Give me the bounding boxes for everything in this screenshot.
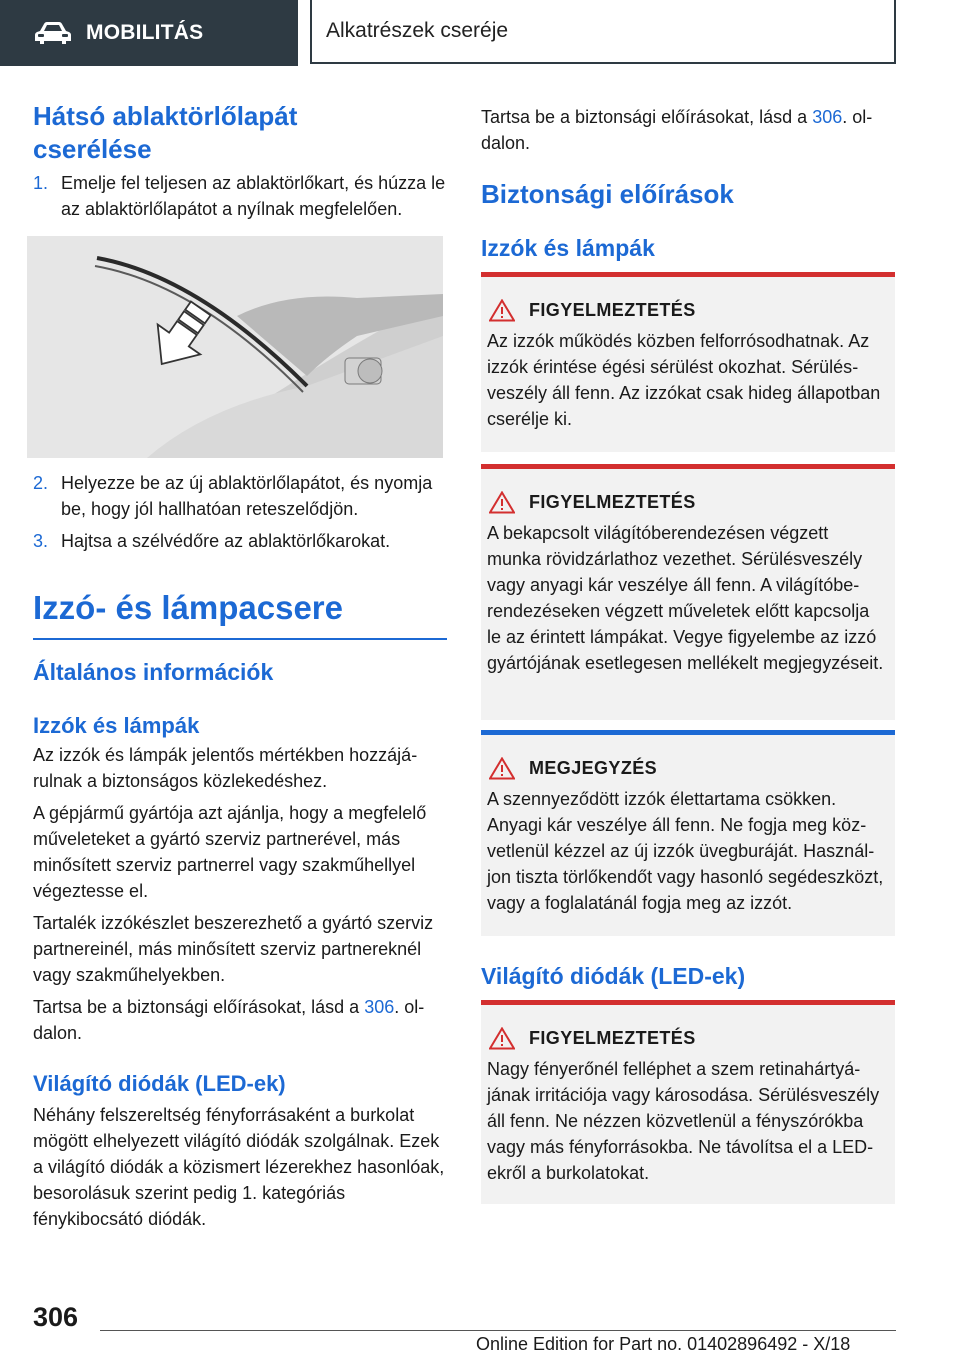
warning-triangle-icon bbox=[489, 1027, 515, 1050]
page-number: 306 bbox=[33, 1302, 79, 1332]
bulb-change-heading: Izzó- és lámpacsere bbox=[33, 589, 343, 626]
wiper-illustration bbox=[27, 236, 443, 458]
chapter-tab bbox=[310, 0, 896, 64]
wiper-steps-a bbox=[33, 170, 447, 222]
page-link[interactable]: 306 bbox=[812, 107, 843, 127]
led-paragraph: Néhány felszereltség fényforrásaként a burkolat mögött elhelyezett világító diódák szolgálnak. Ezek a világító diódák a közismert lézerekhez hasonlóak, besorolásuk szerint pedig 1. kategóriás fénykibocsátó diódák. bbox=[33, 1105, 445, 1229]
warning-title: FIGYELMEZTETÉS bbox=[529, 300, 696, 320]
edition-text: Online Edition for Part no. 01402896492 - X/18 bbox=[476, 1334, 851, 1354]
warning-text: A bekapcsolt világítóberendezésen végzett munka rövidzárlathoz vezethet. Sérülésveszély vagy anyagi kár veszélye áll fenn. A világítóberendezéseken végzett műveletek előtt kapcsolja le az érintett lámpákat. Vegye figyelembe az izzó gyártójának esetlegesen mellékelt megjegyzéseit. bbox=[487, 523, 884, 673]
list-item: 1. Emelje fel teljesen az ablaktörlőkart, és húzza le az ablaktörlőlapátot a nyílnak megfelelően. bbox=[33, 173, 446, 219]
note-title: MEGJEGYZÉS bbox=[529, 758, 658, 778]
safety-heading: Biztonsági előírások bbox=[481, 179, 734, 209]
led-heading: Világító diódák (LED-ek) bbox=[33, 1071, 286, 1096]
car-icon bbox=[34, 21, 72, 45]
heading-divider bbox=[33, 638, 447, 640]
page-link[interactable]: 306 bbox=[364, 997, 395, 1017]
rear-wiper-heading: Hátsó ablaktörlőlapát cserélése bbox=[33, 101, 298, 164]
page-header bbox=[0, 0, 960, 66]
led-heading: Világító diódák (LED-ek) bbox=[481, 963, 746, 989]
paragraph: A gépjármű gyártója azt ajánlja, hogy a megfelelő műveleteket a gyártó szerviz partnerével, más minősített szerviz partnerrel vagy szakműhellyel végeztesse el. bbox=[33, 803, 427, 901]
warning-triangle-icon bbox=[489, 299, 515, 322]
paragraph: Az izzók és lámpák jelentős mértékben hozzájárulnak a biztonságos közlekedéshez. bbox=[33, 745, 418, 791]
bulbs-text bbox=[33, 742, 447, 1046]
bulbs-lamps-heading: Izzók és lámpák bbox=[33, 713, 200, 738]
note-text: A szennyeződött izzók élettartama csökken. Anyagi kár veszélye áll fenn. Ne fogja meg közvetlenül kézzel az új izzók üvegburáját. Használjon tiszta törlőkendőt vagy hasonló segédeszközt, vagy a foglalatánál fogja meg az izzót. bbox=[487, 789, 884, 913]
wiper-steps-b bbox=[33, 470, 447, 554]
wiper-blade-image bbox=[27, 236, 443, 458]
list-item: 2. Helyezze be az új ablaktörlőlapátot, és nyomja be, hogy jól hallhatóan reteszelődjön. bbox=[33, 473, 433, 519]
bulbs-lamps-heading: Izzók és lámpák bbox=[481, 235, 655, 261]
section-title: MOBILITÁS bbox=[86, 21, 204, 44]
warning-box bbox=[481, 464, 895, 720]
general-info-heading: Általános információk bbox=[33, 659, 274, 685]
warning-box bbox=[481, 272, 895, 452]
footer-divider bbox=[100, 1330, 896, 1331]
warning-text: Nagy fényerőnél felléphet a szem retinahártyájának irritációja vagy károsodása. Sérülésveszély áll fenn. Ne nézzen közvetlenül a fényszórókba vagy más fényforrásokba. Ne távolítsa el a LED-ekről a burkolatokat. bbox=[487, 1059, 880, 1183]
paragraph: Tartalék izzókészlet beszerezhető a gyártó szerviz partnereinél, más minősített szerviz partnereknél vagy szakműhelyekben. bbox=[33, 913, 434, 985]
list-item: 3. Hajtsa a szélvédőre az ablaktörlőkarokat. bbox=[33, 531, 391, 551]
safety-reference: Tartsa be a biztonsági előírásokat, lásd a 306. oldalon. bbox=[33, 997, 425, 1043]
warning-triangle-icon bbox=[489, 491, 515, 514]
warning-box bbox=[481, 1000, 895, 1204]
warning-text: Az izzók működés közben felforrósodhatnak. Az izzók érintése égési sérülést okozhat. Sérülésveszély áll fenn. Az izzókat csak hideg állapotban cserélje ki. bbox=[487, 331, 881, 429]
warning-title: FIGYELMEZTETÉS bbox=[529, 492, 696, 512]
warning-title: FIGYELMEZTETÉS bbox=[529, 1028, 696, 1048]
note-box bbox=[481, 730, 895, 936]
caution-triangle-icon bbox=[489, 757, 515, 780]
chapter-title: Alkatrészek cseréje bbox=[326, 19, 509, 42]
bulb-change-section bbox=[33, 588, 447, 640]
section-tab bbox=[0, 0, 298, 66]
safety-reference: Tartsa be a biztonsági előírásokat, lásd a 306. oldalon. bbox=[481, 107, 873, 153]
